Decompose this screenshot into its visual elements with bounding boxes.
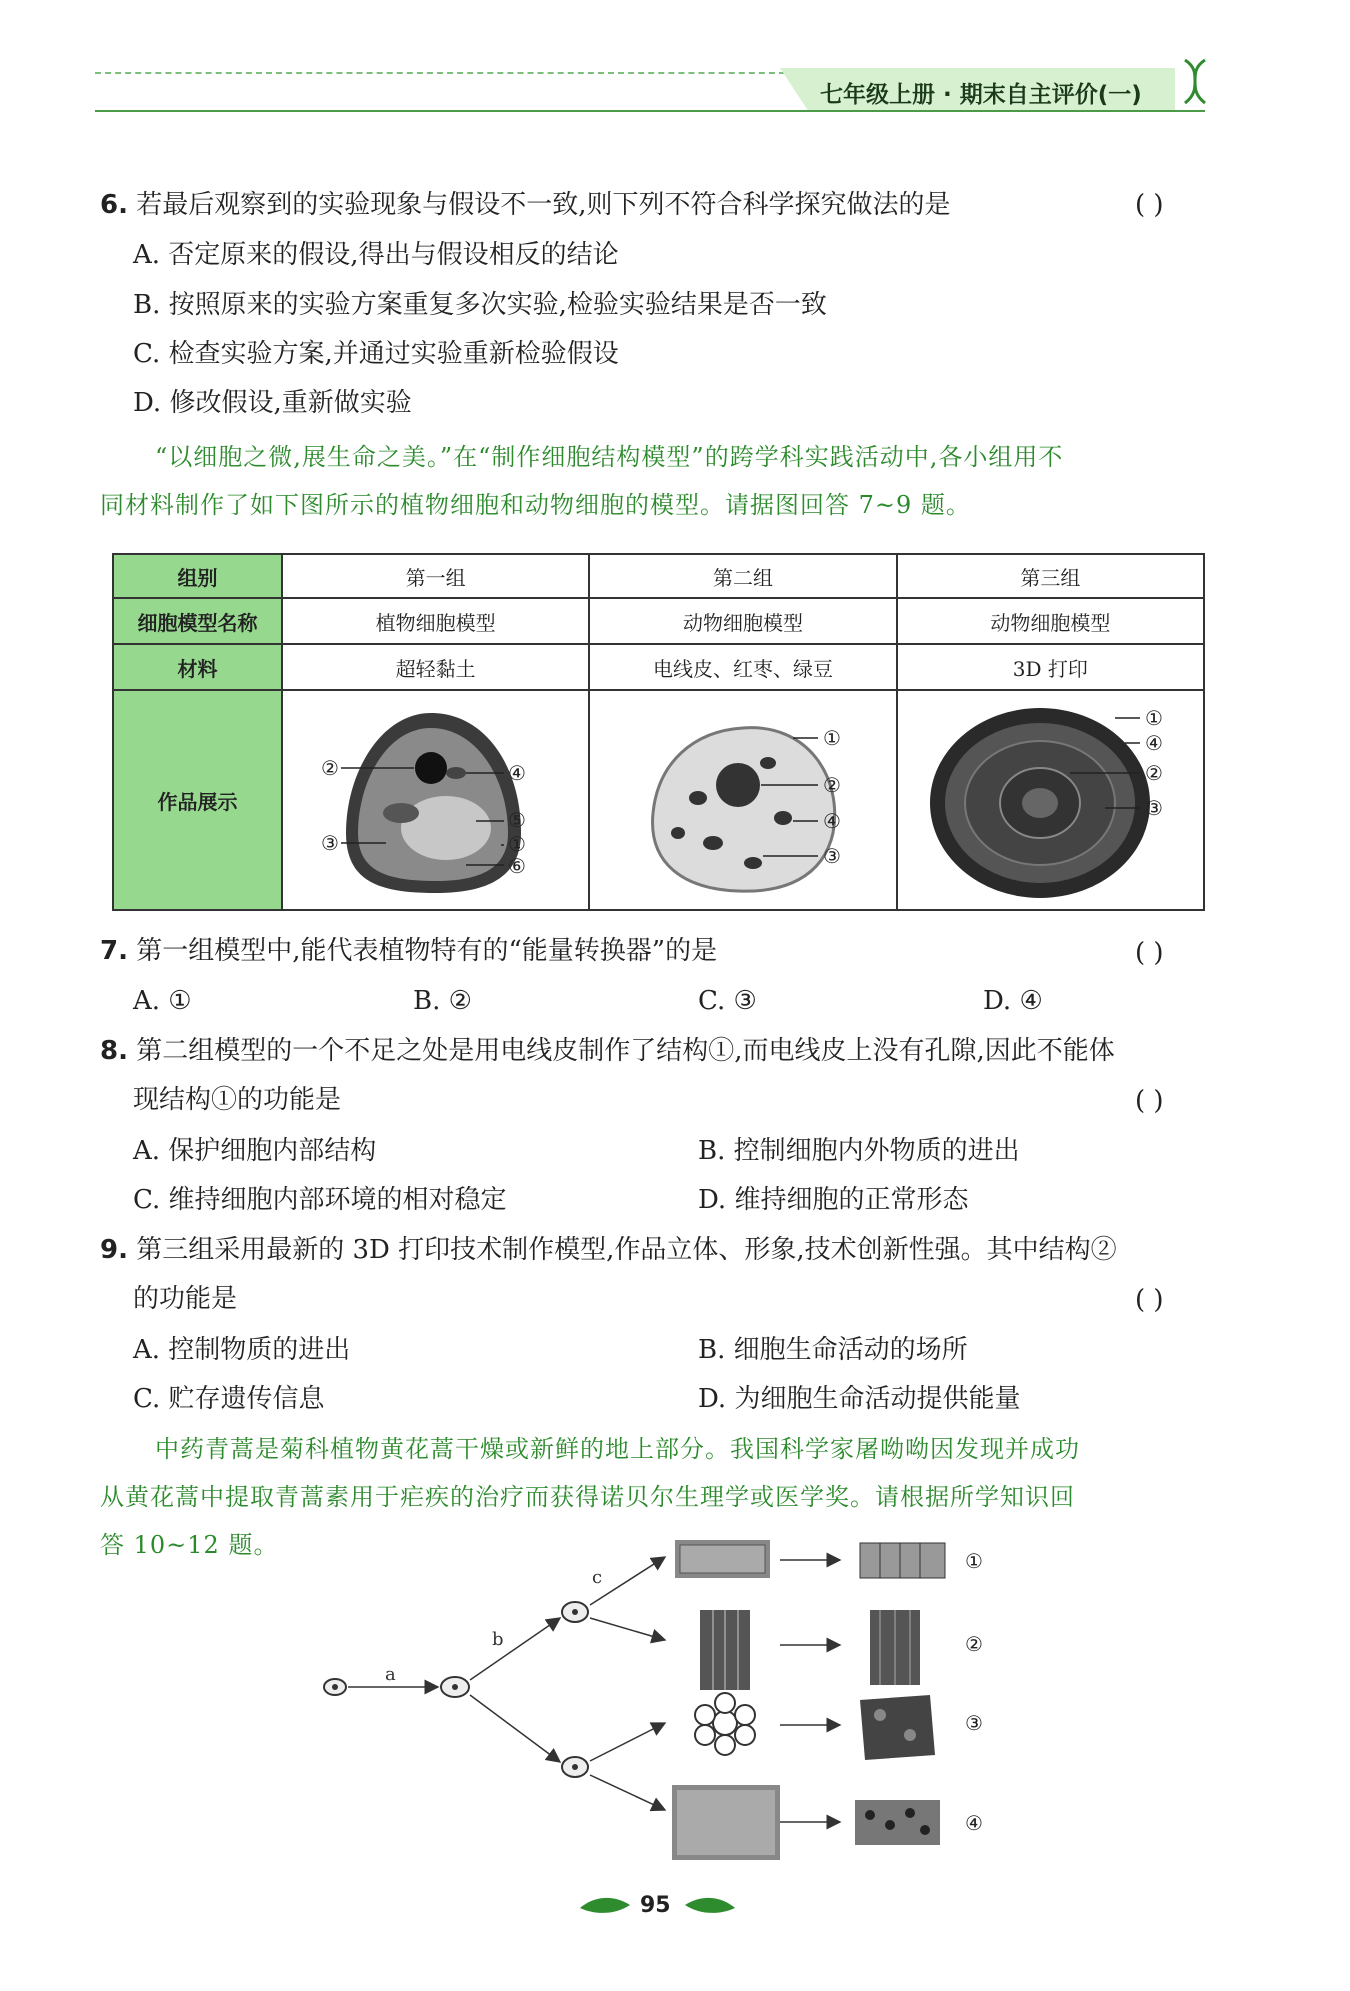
- material-3: 3D 打印: [897, 644, 1204, 690]
- option-a: A. ①: [133, 986, 192, 1016]
- answer-parens: ( ): [1135, 938, 1164, 968]
- plant-cell-model-image: [286, 693, 586, 903]
- intro-line-1: “以细胞之微,展生命之美。”在“制作细胞结构模型”的跨学科实践活动中,各小组用不: [155, 443, 1064, 471]
- option-b: B. ②: [413, 986, 472, 1016]
- label: ②: [320, 755, 339, 780]
- tissue-block-2: [870, 1610, 920, 1685]
- leaf-left-icon: [575, 1890, 635, 1920]
- question-stem-line-1: 第二组模型的一个不足之处是用电线皮制作了结构①,而电线皮上没有孔隙,因此不能体: [136, 1036, 1115, 1066]
- label: ②: [822, 772, 841, 797]
- group-1: 第一组: [282, 554, 589, 598]
- group-3: 第三组: [897, 554, 1204, 598]
- label: ①: [507, 831, 526, 856]
- display-1: [282, 690, 589, 910]
- header-rule: [95, 110, 1205, 112]
- option-d: D. 修改假设,重新做实验: [133, 388, 412, 418]
- row-header-name: 细胞模型名称: [113, 598, 282, 644]
- question-stem: 若最后观察到的实验现象与假设不一致,则下列不符合科学探究做法的是: [136, 190, 951, 220]
- label: ③: [320, 830, 339, 855]
- display-2: [589, 690, 896, 910]
- cell-stage-3-top: [562, 1602, 588, 1622]
- option-d: D. 为细胞生命活动提供能量: [698, 1384, 1021, 1414]
- option-a: A. 否定原来的假设,得出与假设相反的结论: [133, 240, 619, 270]
- label: ③: [822, 843, 841, 868]
- label: ②: [1145, 760, 1164, 785]
- question-7: [100, 934, 717, 968]
- question-number: 9.: [100, 1235, 128, 1265]
- label: ①: [822, 725, 841, 750]
- tissue-block-3: [860, 1695, 935, 1760]
- model-name-3: 动物细胞模型: [897, 598, 1204, 644]
- header-dashed-line: [95, 72, 785, 74]
- option-b: B. 细胞生命活动的场所: [698, 1335, 968, 1365]
- intro2-line-3: 答 10~12 题。: [100, 1531, 279, 1559]
- model-name-1: 植物细胞模型: [282, 598, 589, 644]
- option-a: A. 控制物质的进出: [133, 1335, 351, 1365]
- label: ④: [1145, 730, 1164, 755]
- question-number: 7.: [100, 936, 128, 966]
- page-header-title: 七年级上册 · 期末自主评价(一): [820, 82, 1142, 108]
- tissue-image-3: [695, 1693, 755, 1755]
- answer-parens: ( ): [1135, 1086, 1164, 1116]
- answer-parens: ( ): [1135, 190, 1164, 220]
- row-header-group: 组别: [113, 554, 282, 598]
- cell-stage-1: [324, 1679, 346, 1695]
- label: ①: [1145, 705, 1164, 730]
- label: ④: [507, 760, 526, 785]
- label: ③: [1145, 795, 1164, 820]
- option-c: C. 检查实验方案,并通过实验重新检验假设: [133, 339, 619, 369]
- option-c: C. 维持细胞内部环境的相对稳定: [133, 1185, 507, 1215]
- option-b: B. 按照原来的实验方案重复多次实验,检验实验结果是否一致: [133, 290, 827, 320]
- dna-helix-icon: [1180, 58, 1210, 118]
- option-b: B. 控制细胞内外物质的进出: [698, 1136, 1020, 1166]
- tissue-label-2: ②: [965, 1632, 983, 1656]
- tissue-label-4: ④: [965, 1811, 983, 1835]
- question-8: [100, 1034, 1115, 1068]
- tissue-label-3: ③: [965, 1711, 983, 1735]
- question-6: [100, 188, 951, 222]
- option-a: A. 保护细胞内部结构: [133, 1136, 377, 1166]
- intro2-line-1: 中药青蒿是菊科植物黄花蒿干燥或新鲜的地上部分。我国科学家屠呦呦因发现并成功: [155, 1435, 1080, 1463]
- material-1: 超轻黏土: [282, 644, 589, 690]
- label: ⑥: [507, 853, 526, 878]
- arrow-label-a: a: [385, 1664, 396, 1685]
- row-header-material: 材料: [113, 644, 282, 690]
- 3d-cell-model-image: [900, 693, 1200, 903]
- answer-parens: ( ): [1135, 1285, 1164, 1315]
- tissue-image-2: [700, 1610, 750, 1690]
- question-stem-line-1: 第三组采用最新的 3D 打印技术制作模型,作品立体、形象,技术创新性强。其中结构②: [136, 1235, 1117, 1265]
- question-stem-line-2: 的功能是: [133, 1284, 238, 1314]
- cell-stage-3-bottom: [562, 1757, 588, 1777]
- tissue-label-1: ①: [965, 1549, 983, 1573]
- question-stem-line-2: 现结构①的功能是: [133, 1085, 342, 1115]
- intro2-line-2: 从黄花蒿中提取青蒿素用于疟疾的治疗而获得诺贝尔生理学或医学奖。请根据所学知识回: [100, 1483, 1075, 1511]
- question-number: 6.: [100, 190, 128, 220]
- arrow-label-c: c: [592, 1567, 603, 1588]
- intro-line-2: 同材料制作了如下图所示的植物细胞和动物细胞的模型。请据图回答 7~9 题。: [100, 491, 971, 519]
- option-c: C. ③: [698, 986, 757, 1016]
- question-9: [100, 1233, 1117, 1267]
- cell-model-table: [112, 553, 1205, 911]
- arrow-label-b: b: [492, 1629, 504, 1650]
- group-2: 第二组: [589, 554, 896, 598]
- question-number: 8.: [100, 1036, 128, 1066]
- tissue-block-4: [855, 1800, 940, 1845]
- option-c: C. 贮存遗传信息: [133, 1384, 325, 1414]
- row-header-display: 作品展示: [113, 690, 282, 910]
- tissue-image-4: [672, 1785, 780, 1860]
- cell-differentiation-diagram: [320, 1525, 1020, 1870]
- display-3: [897, 690, 1204, 910]
- label: ④: [822, 808, 841, 833]
- leaf-right-icon: [680, 1890, 740, 1920]
- page-number: 95: [640, 1893, 671, 1918]
- option-d: D. ④: [983, 986, 1043, 1016]
- animal-cell-model-image: [593, 693, 893, 903]
- model-name-2: 动物细胞模型: [589, 598, 896, 644]
- material-2: 电线皮、红枣、绿豆: [589, 644, 896, 690]
- tissue-image-1: [675, 1540, 770, 1578]
- question-stem: 第一组模型中,能代表植物特有的“能量转换器”的是: [136, 936, 718, 966]
- tissue-block-1: [860, 1543, 945, 1578]
- option-d: D. 维持细胞的正常形态: [698, 1185, 969, 1215]
- label: ⑤: [507, 807, 526, 832]
- cell-stage-2: [441, 1677, 469, 1697]
